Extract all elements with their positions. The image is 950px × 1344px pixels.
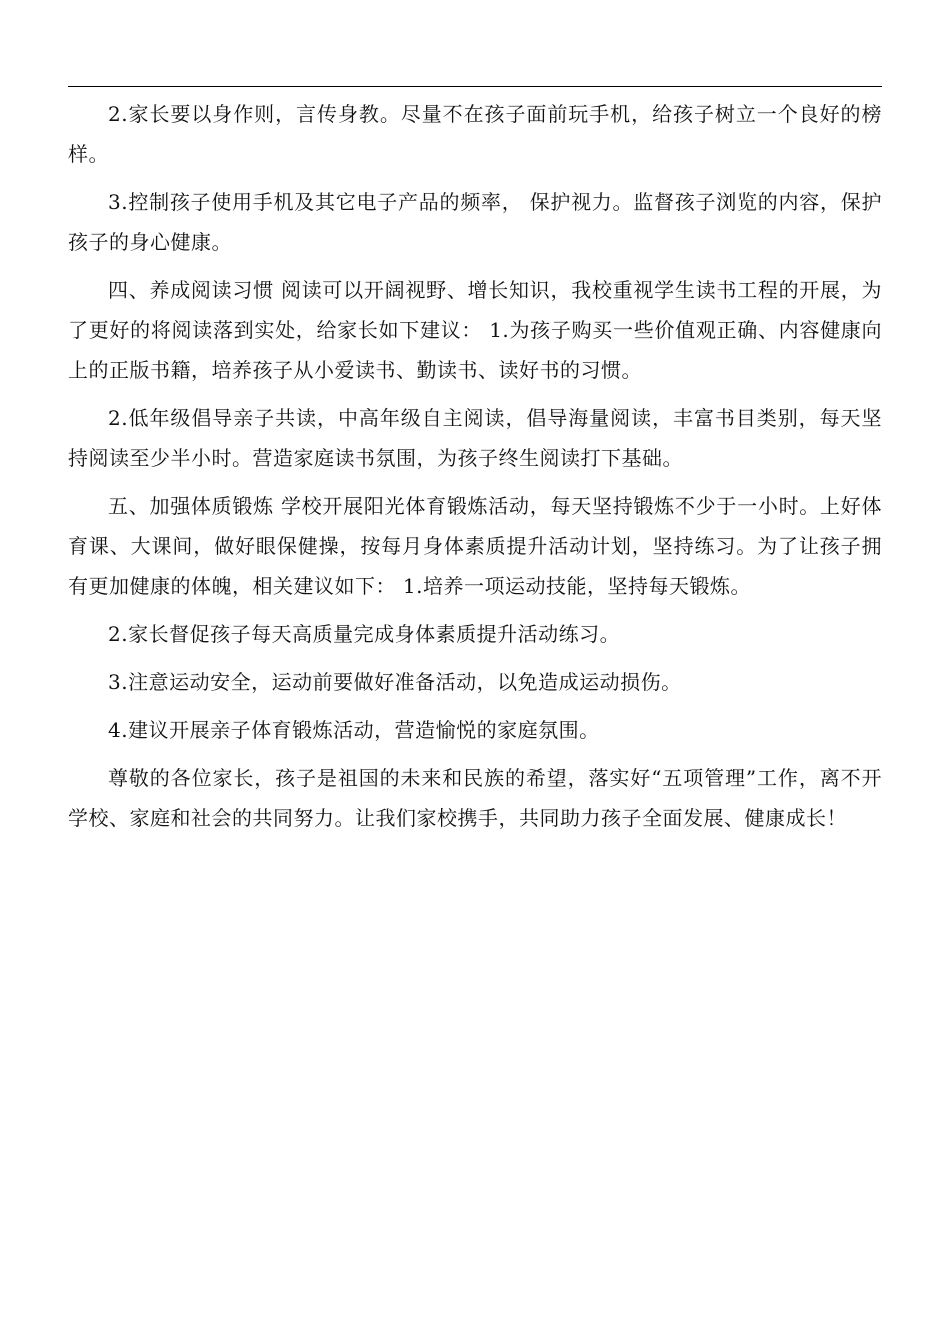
document-body (68, 94, 882, 846)
paragraph: 2.家长督促孩子每天高质量完成身体素质提升活动练习。 (108, 622, 621, 646)
header-rule (68, 86, 882, 87)
paragraph: 3.控制孩子使用手机及其它电子产品的频率， 保护视力。监督孩子浏览的内容，保护孩子的身心健康。 (68, 190, 882, 254)
paragraph: 3.注意运动安全，运动前要做好准备活动，以免造成运动损伤。 (108, 670, 682, 694)
paragraph: 2.家长要以身作则，言传身教。尽量不在孩子面前玩手机，给孩子树立一个良好的榜样。 (68, 102, 882, 166)
paragraph: 2.低年级倡导亲子共读，中高年级自主阅读，倡导海量阅读，丰富书目类别，每天坚持阅读至少半小时。营造家庭读书氛围，为孩子终生阅读打下基础。 (68, 406, 882, 470)
paragraph: 五、加强体质锻炼 学校开展阳光体育锻炼活动，每天坚持锻炼不少于一小时。上好体育课、大课间，做好眼保健操，按每月身体素质提升活动计划，坚持练习。为了让孩子拥有更加健康的体魄，相关建议如下： 1.培养一项运动技能，坚持每天锻炼。 (68, 494, 882, 598)
closing-paragraph: 尊敬的各位家长，孩子是祖国的未来和民族的希望，落实好“五项管理”工作，离不开学校、家庭和社会的共同努力。让我们家校携手，共同助力孩子全面发展、健康成长！ (68, 766, 882, 830)
paragraph: 4.建议开展亲子体育锻炼活动，营造愉悦的家庭氛围。 (108, 718, 600, 742)
paragraph: 四、养成阅读习惯 阅读可以开阔视野、增长知识，我校重视学生读书工程的开展，为了更好的将阅读落到实处，给家长如下建议： 1.为孩子购买一些价值观正确、内容健康向上的正版书籍，培养孩子从小爱读书、勤读书、读好书的习惯。 (68, 278, 882, 382)
